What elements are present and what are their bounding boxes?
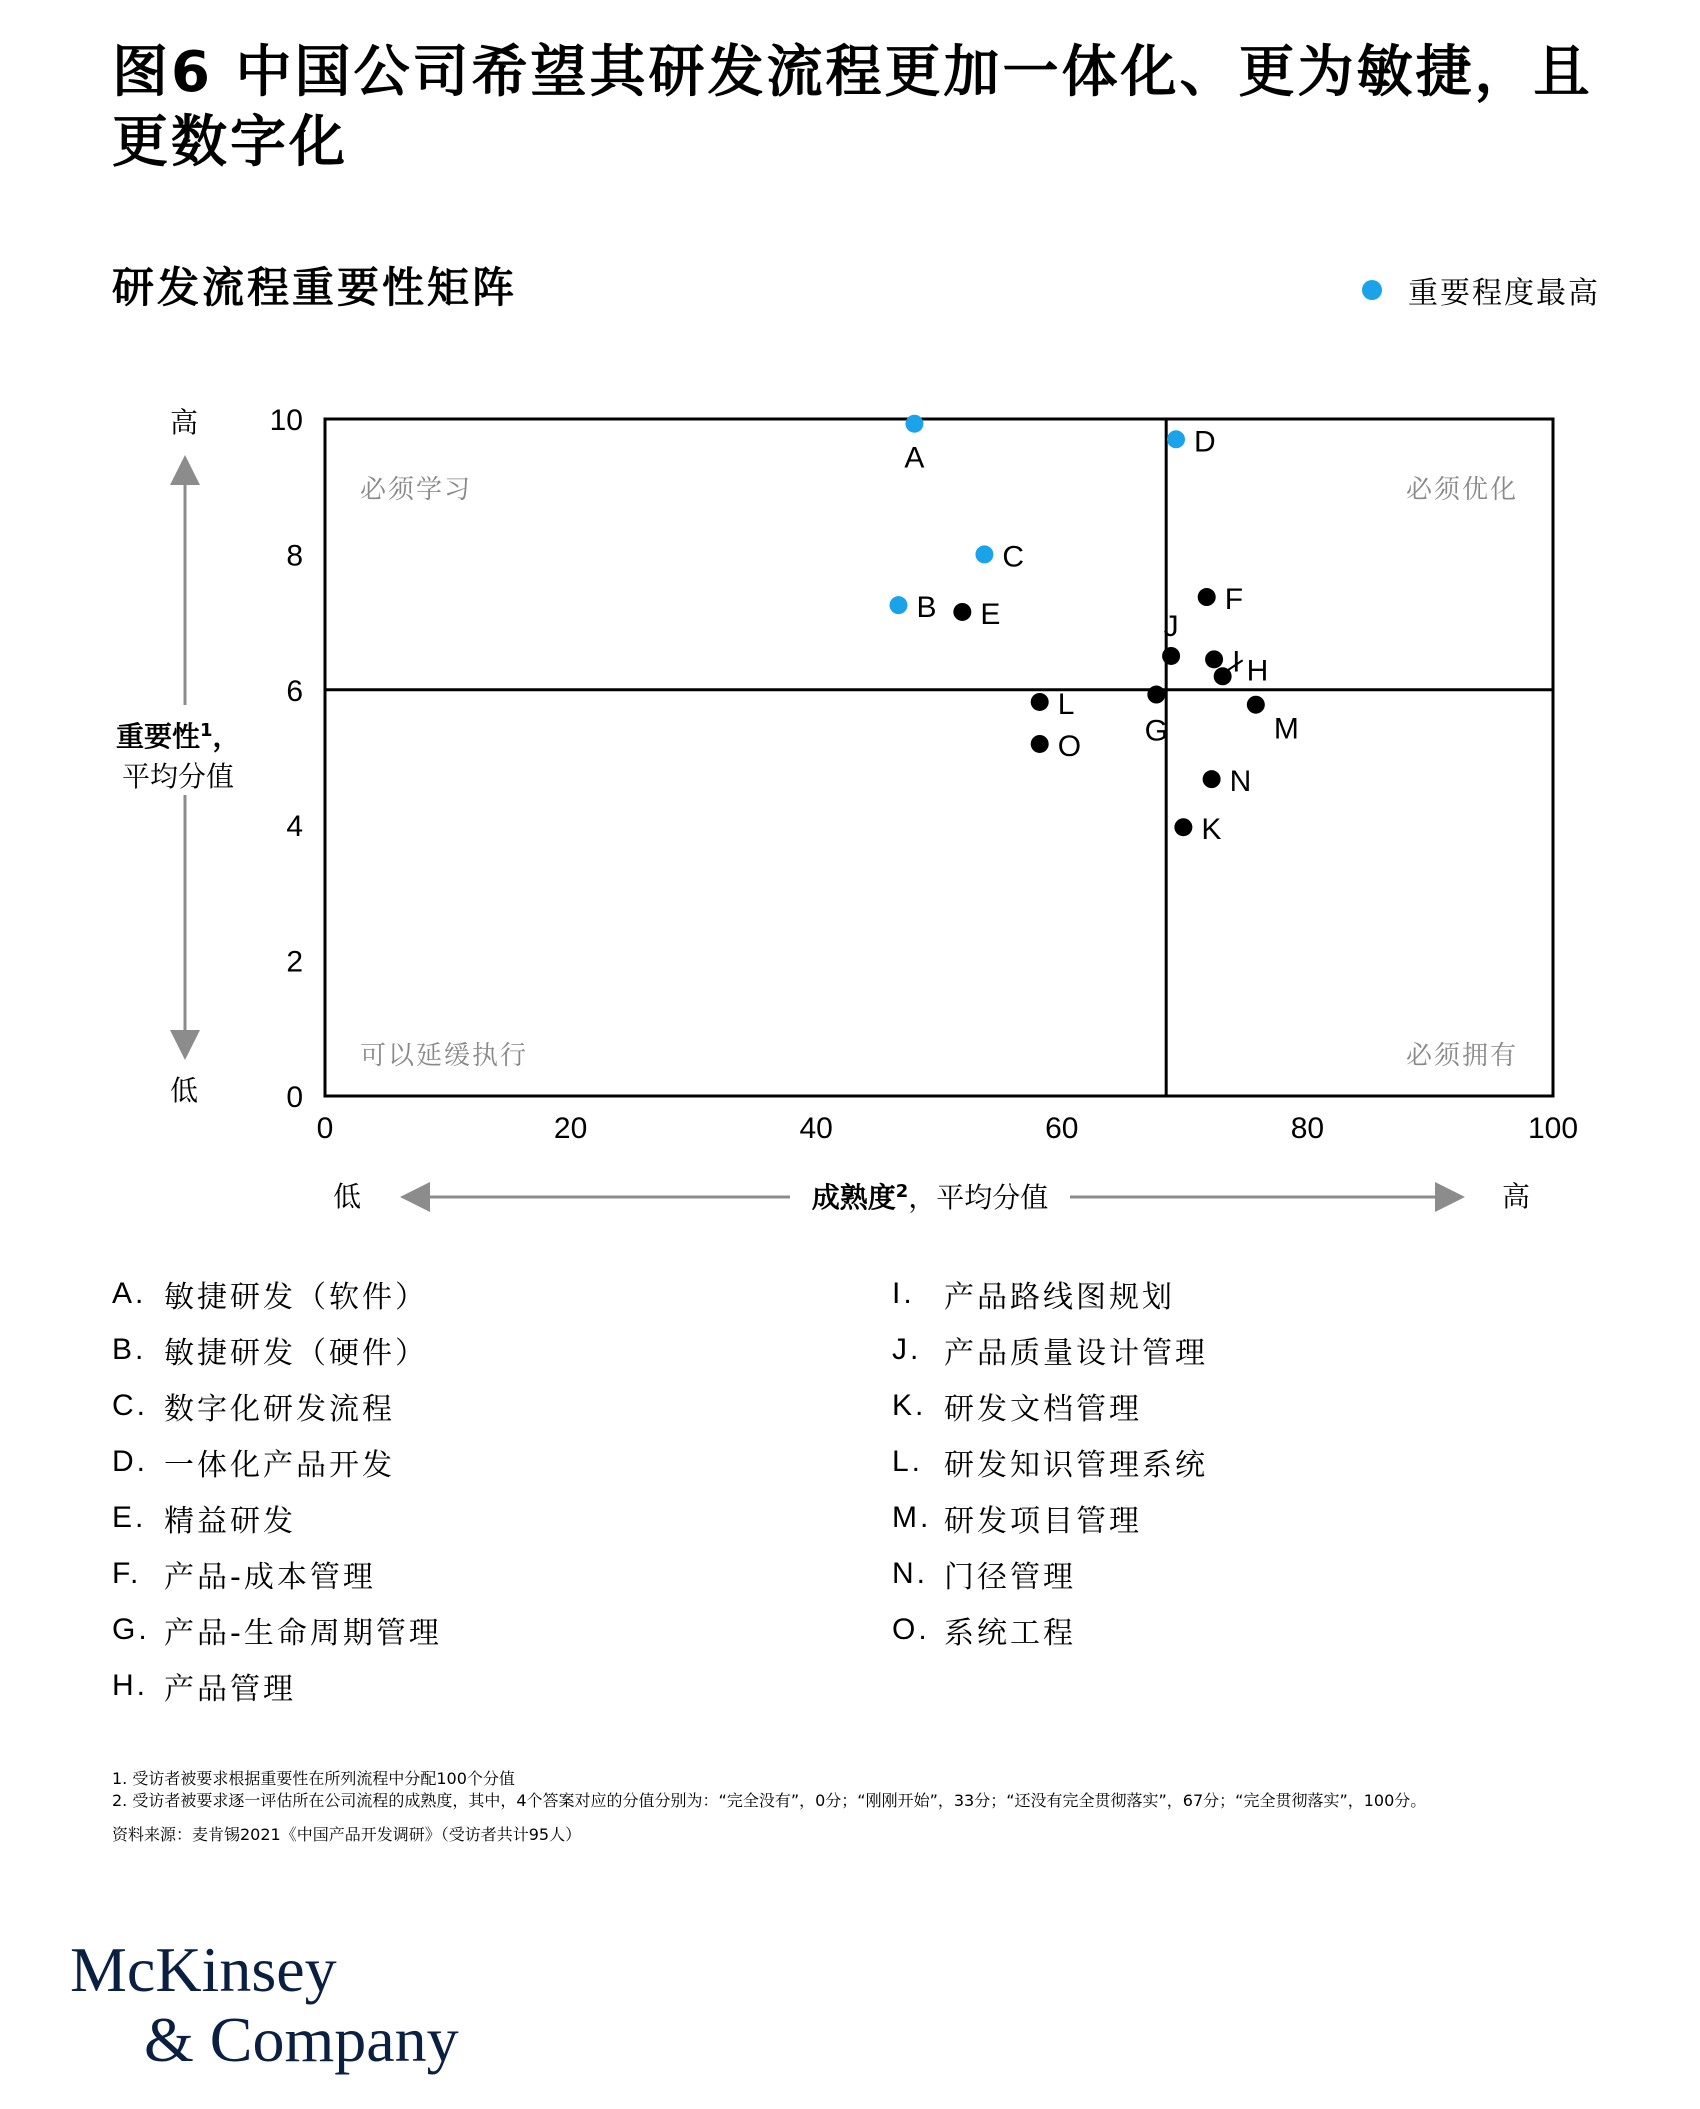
quadrant-label-top-right: 必须优化 [1405, 475, 1518, 505]
x-tick-label: 60 [1045, 1112, 1079, 1145]
x-axis-low-label: 低 [332, 1180, 362, 1213]
point-label-g: G [1144, 714, 1169, 748]
definition-item: F. 产品-成本管理 [112, 1557, 376, 1595]
definition-item: D. 一体化产品开发 [112, 1445, 395, 1483]
point-label-o: O [1057, 729, 1082, 763]
point-label-b: B [916, 591, 937, 625]
point-label-c: C [1002, 540, 1025, 574]
definition-item: K. 研发文档管理 [892, 1389, 1142, 1427]
definition-item: J. 产品质量设计管理 [892, 1333, 1208, 1371]
y-axis-title-line2: 平均分值 [122, 760, 235, 793]
point-label-a: A [904, 441, 925, 475]
legend-label: 重要程度最高 [1408, 276, 1600, 311]
footnote-2: 2. 受访者被要求逐一评估所在公司流程的成熟度，其中，4个答案对应的分值分别为：“完全没有”，0分；“刚刚开始”，33分；“还没有完全贯彻落实”，67分；“完全贯彻落实”，100分。 [112, 1791, 1427, 1810]
definition-item: B. 敏捷研发（硬件） [112, 1333, 428, 1371]
y-tick-label: 8 [286, 539, 303, 573]
source-note: 资料来源：麦肯锡2021《中国产品开发调研》（受访者共计95人） [112, 1825, 582, 1844]
scatter-point-c [975, 545, 993, 563]
mckinsey-logo [70, 1935, 459, 2075]
scatter-point-b [889, 596, 907, 614]
x-tick-label: 40 [799, 1112, 833, 1145]
definitions-right [892, 1266, 1208, 1658]
y-tick-label: 6 [286, 674, 303, 708]
footnote-1: 1. 受访者被要求根据重要性在所列流程中分配100个分值 [112, 1769, 515, 1788]
scatter-point-l [1031, 693, 1049, 711]
page-title: 图6 中国公司希望其研发流程更加一体化、更为敏捷，且更数字化 [112, 40, 1593, 175]
x-tick-label: 100 [1527, 1112, 1579, 1145]
definition-item: A. 敏捷研发（软件） [112, 1277, 428, 1315]
x-axis-title: 成熟度$^2$，平均分值 [811, 1181, 1049, 1214]
definition-item: O. 系统工程 [892, 1613, 1076, 1651]
point-label-h: H [1246, 654, 1269, 688]
point-label-k: K [1201, 813, 1222, 847]
x-tick-label: 80 [1290, 1112, 1325, 1145]
logo-line-1: McKinsey [70, 1934, 337, 2005]
y-tick-label: 10 [269, 404, 303, 437]
scatter-point-a [905, 415, 923, 433]
definition-item: M. 研发项目管理 [892, 1501, 1142, 1539]
definitions-left [112, 1266, 442, 1714]
point-label-j: J [1163, 609, 1179, 643]
definition-item: H. 产品管理 [112, 1669, 296, 1707]
scatter-point-d [1167, 430, 1185, 448]
x-tick-label: 20 [553, 1112, 588, 1145]
definition-item: G. 产品-生命周期管理 [112, 1613, 442, 1651]
quadrant-label-top-left: 必须学习 [360, 475, 473, 505]
y-tick-label: 0 [286, 1081, 303, 1114]
point-label-e: E [980, 597, 1001, 631]
x-axis-high-label: 高 [1501, 1180, 1531, 1213]
point-label-l: L [1057, 687, 1075, 721]
y-axis-high-label: 高 [169, 406, 199, 439]
point-label-d: D [1194, 425, 1216, 459]
point-label-i: I [1232, 645, 1241, 679]
scatter-point-e [953, 603, 971, 621]
y-axis-low-label: 低 [169, 1074, 199, 1107]
scatter-point-m [1247, 696, 1265, 714]
scatter-point-i [1205, 650, 1223, 668]
x-tick-label: 0 [316, 1112, 334, 1145]
quadrant-label-bottom-left: 可以延缓执行 [360, 1041, 529, 1071]
y-tick-label: 4 [286, 810, 303, 844]
y-tick-label: 2 [286, 945, 303, 979]
scatter-point-k [1174, 818, 1192, 836]
y-axis-title: 重要性$^1$， [116, 720, 241, 753]
definition-item: N. 门径管理 [892, 1557, 1076, 1595]
scatter-point-n [1203, 770, 1221, 788]
definition-item: I. 产品路线图规划 [892, 1277, 1175, 1315]
logo-line-2: & Company [144, 2004, 459, 2075]
point-label-m: M [1273, 712, 1299, 746]
scatter-point-g [1147, 686, 1165, 704]
definition-item: E. 精益研发 [112, 1501, 296, 1539]
plot-frame [325, 419, 1553, 1096]
quadrant-label-bottom-right: 必须拥有 [1405, 1041, 1518, 1071]
scatter-point-j [1162, 647, 1180, 665]
footnotes [112, 1768, 1532, 1846]
scatter-point-f [1198, 588, 1216, 606]
point-label-f: F [1224, 583, 1244, 617]
scatter-point-o [1031, 735, 1049, 753]
definition-item: C. 数字化研发流程 [112, 1389, 395, 1427]
chart-title: 研发流程重要性矩阵 [112, 263, 518, 312]
point-label-n: N [1229, 765, 1252, 799]
definition-item: L. 研发知识管理系统 [892, 1445, 1208, 1483]
